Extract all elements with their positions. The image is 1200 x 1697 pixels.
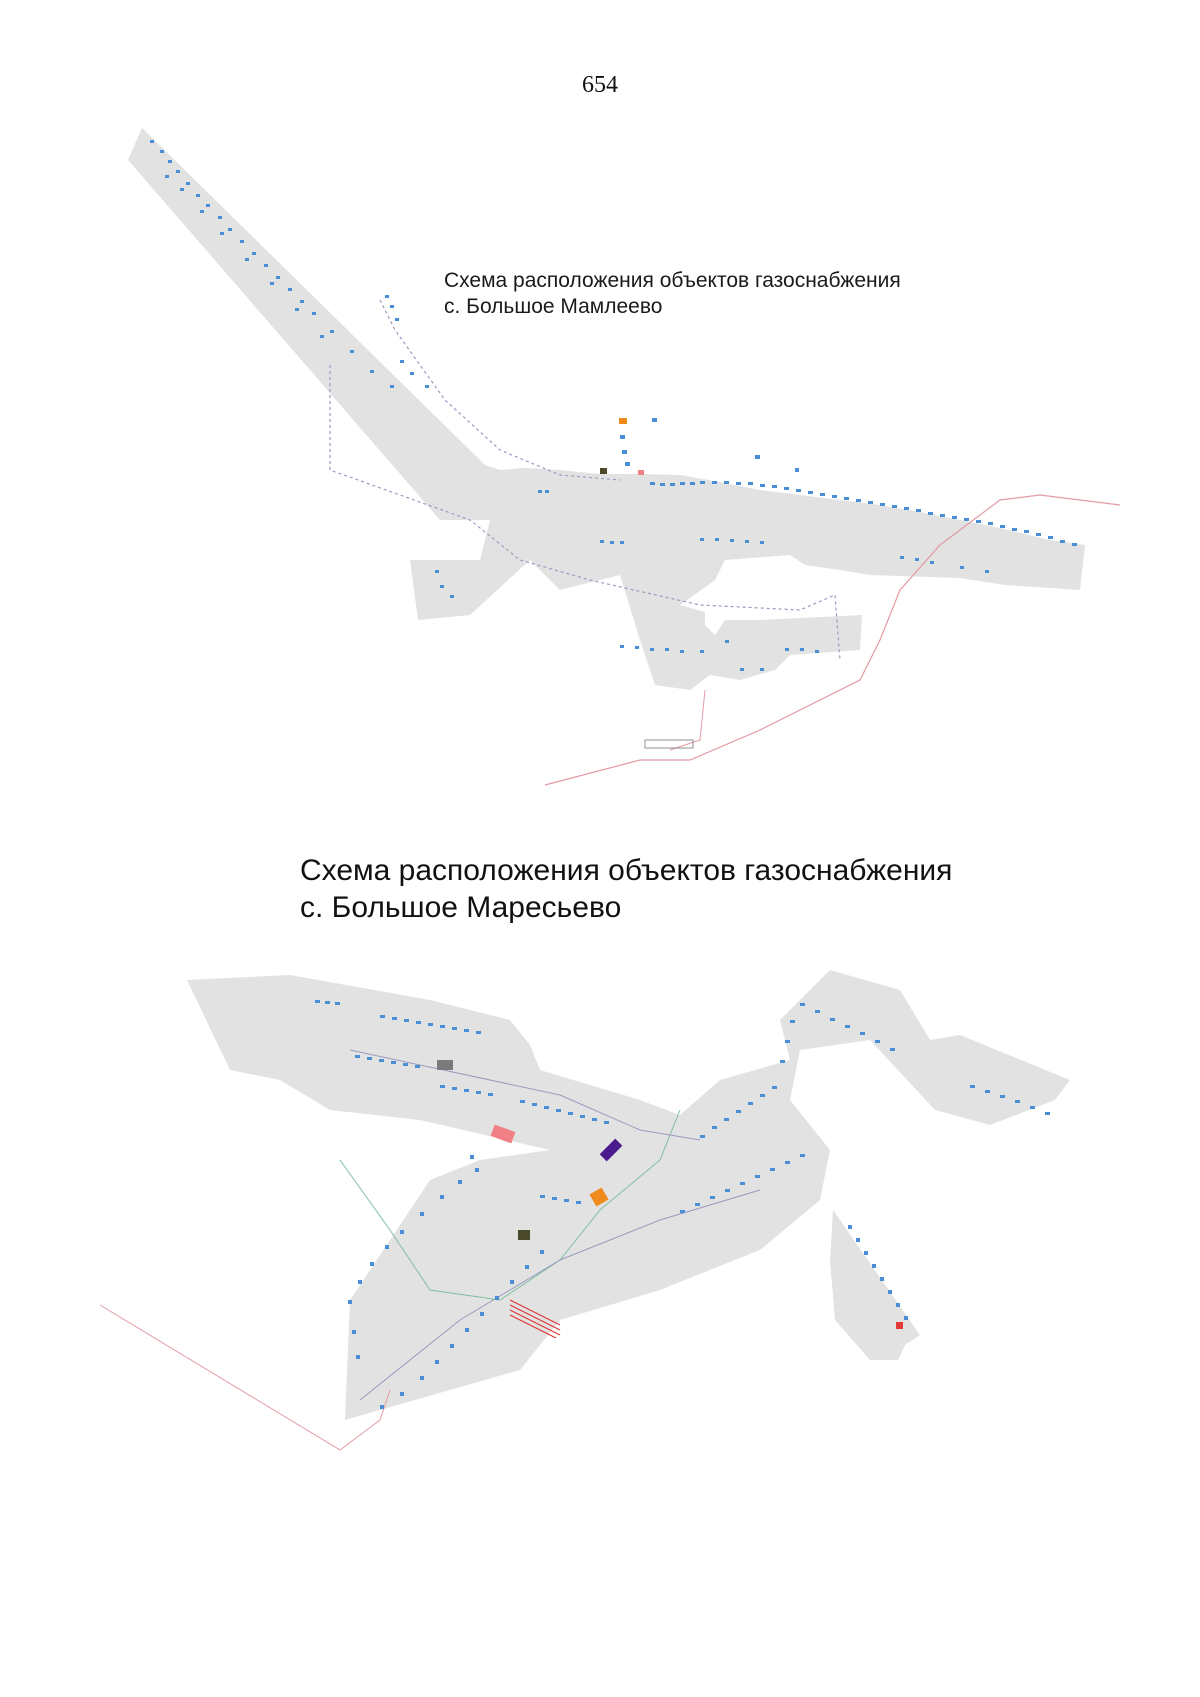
marker-dark bbox=[600, 468, 607, 474]
map-title-line2: с. Большое Мамлеево bbox=[444, 295, 663, 318]
territory-area bbox=[187, 970, 1070, 1420]
marker-orange bbox=[619, 418, 627, 424]
boundary-line-2 bbox=[670, 690, 705, 750]
map-mamleevo bbox=[128, 128, 1120, 785]
map-title-maresevo bbox=[300, 852, 952, 926]
territory-south-branch bbox=[830, 1210, 920, 1360]
map-title-line1: Схема расположения объектов газоснабжения bbox=[300, 854, 953, 887]
map-title-line1: Схема расположения объектов газоснабжения bbox=[444, 269, 901, 292]
scale-label bbox=[645, 740, 693, 748]
boundary-line bbox=[100, 1305, 390, 1450]
map-title-line2: с. Большое Маресьево bbox=[300, 891, 622, 924]
marker-gray-cross bbox=[437, 1060, 453, 1070]
map-title-mamleevo bbox=[444, 268, 901, 320]
marker-olive-building bbox=[518, 1230, 530, 1240]
map-maresevo bbox=[100, 970, 1070, 1450]
marker-red-building bbox=[896, 1322, 903, 1329]
page-number: 654 bbox=[582, 72, 618, 98]
territory-area bbox=[128, 128, 1085, 690]
marker-pink bbox=[638, 470, 644, 475]
